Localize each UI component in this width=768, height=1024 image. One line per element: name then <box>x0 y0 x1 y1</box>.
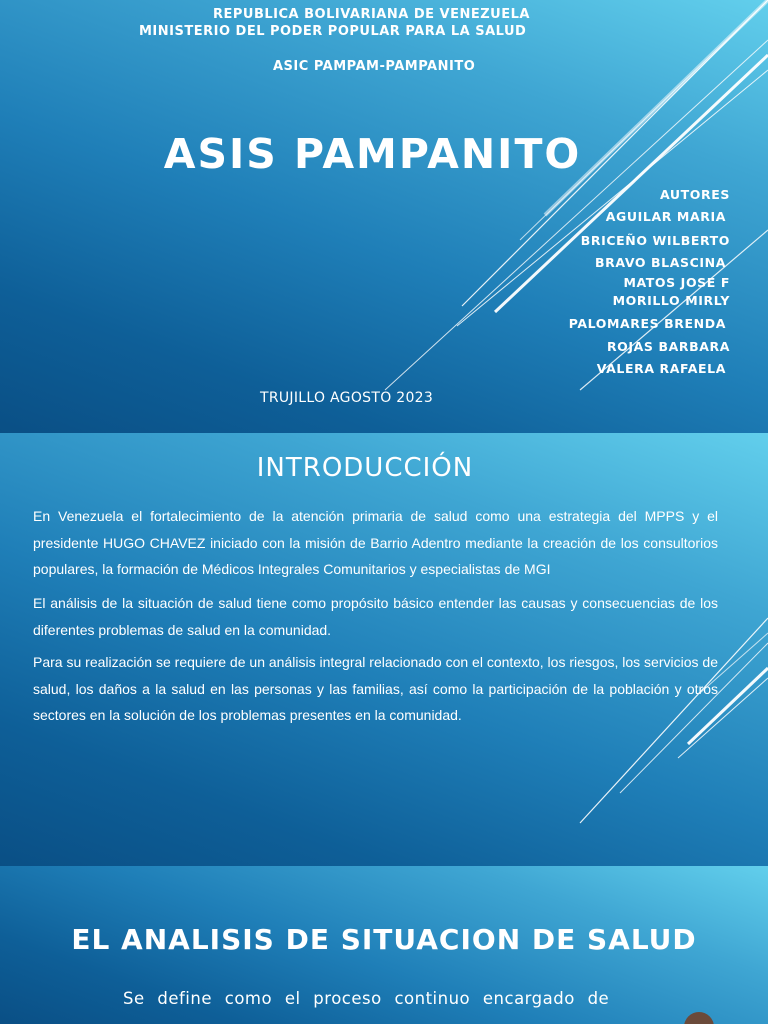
title-slide <box>0 0 768 433</box>
author-item: AGUILAR MARIA <box>605 209 726 224</box>
author-item: VALERA RAFAELA <box>596 361 726 376</box>
ministry-heading: MINISTERIO DEL PODER POPULAR PARA LA SALUD <box>139 24 527 39</box>
section-title: EL ANALISIS DE SITUACION DE SALUD <box>71 923 697 956</box>
paragraph: Para su realización se requiere de un análisis integral relacionado con el contexto, los riesgos, los servicios de salud, los daños a la salud en las personas y las familias, así como la participación de la población y otros sectores en la solución de los problemas presentes en la comunidad. <box>33 654 718 723</box>
asic-heading: ASIC PAMPAM-PAMPANITO <box>273 59 476 74</box>
location-date: TRUJILLO AGOSTO 2023 <box>260 390 434 406</box>
definition-text: Se define como el proceso continuo encargado de <box>123 989 610 1008</box>
avatar-icon <box>684 1012 714 1024</box>
author-item: ROJAS BARBARA <box>606 339 730 354</box>
authors-heading: AUTORES <box>660 187 730 202</box>
asis-definition-slide <box>0 866 768 1024</box>
republic-heading: REPUBLICA BOLIVARIANA DE VENEZUELA <box>213 7 530 22</box>
author-item: BRAVO BLASCINA <box>595 255 726 270</box>
paragraph: En Venezuela el fortalecimiento de la atención primaria de salud como una estrategia del MPPS y el presidente HUGO CHAVEZ iniciado con la misión de Barrio Adentro mediante la creación de los consultorios populares, la formación de Médicos Integrales Comunitarios y especialistas de MGI <box>33 508 718 577</box>
paragraph: El análisis de la situación de salud tiene como propósito básico entender las causas y consecuencias de los diferentes problemas de salud en la comunidad. <box>33 595 718 638</box>
main-title: ASIS PAMPANITO <box>163 130 582 178</box>
section-title: INTRODUCCIÓN <box>256 453 474 483</box>
author-item: MATOS JOSE F <box>623 275 730 290</box>
author-item: PALOMARES BRENDA <box>568 316 726 331</box>
introduction-slide <box>0 433 768 866</box>
author-item: BRICEÑO WILBERTO <box>580 233 730 248</box>
author-item: MORILLO MIRLY <box>612 293 730 308</box>
